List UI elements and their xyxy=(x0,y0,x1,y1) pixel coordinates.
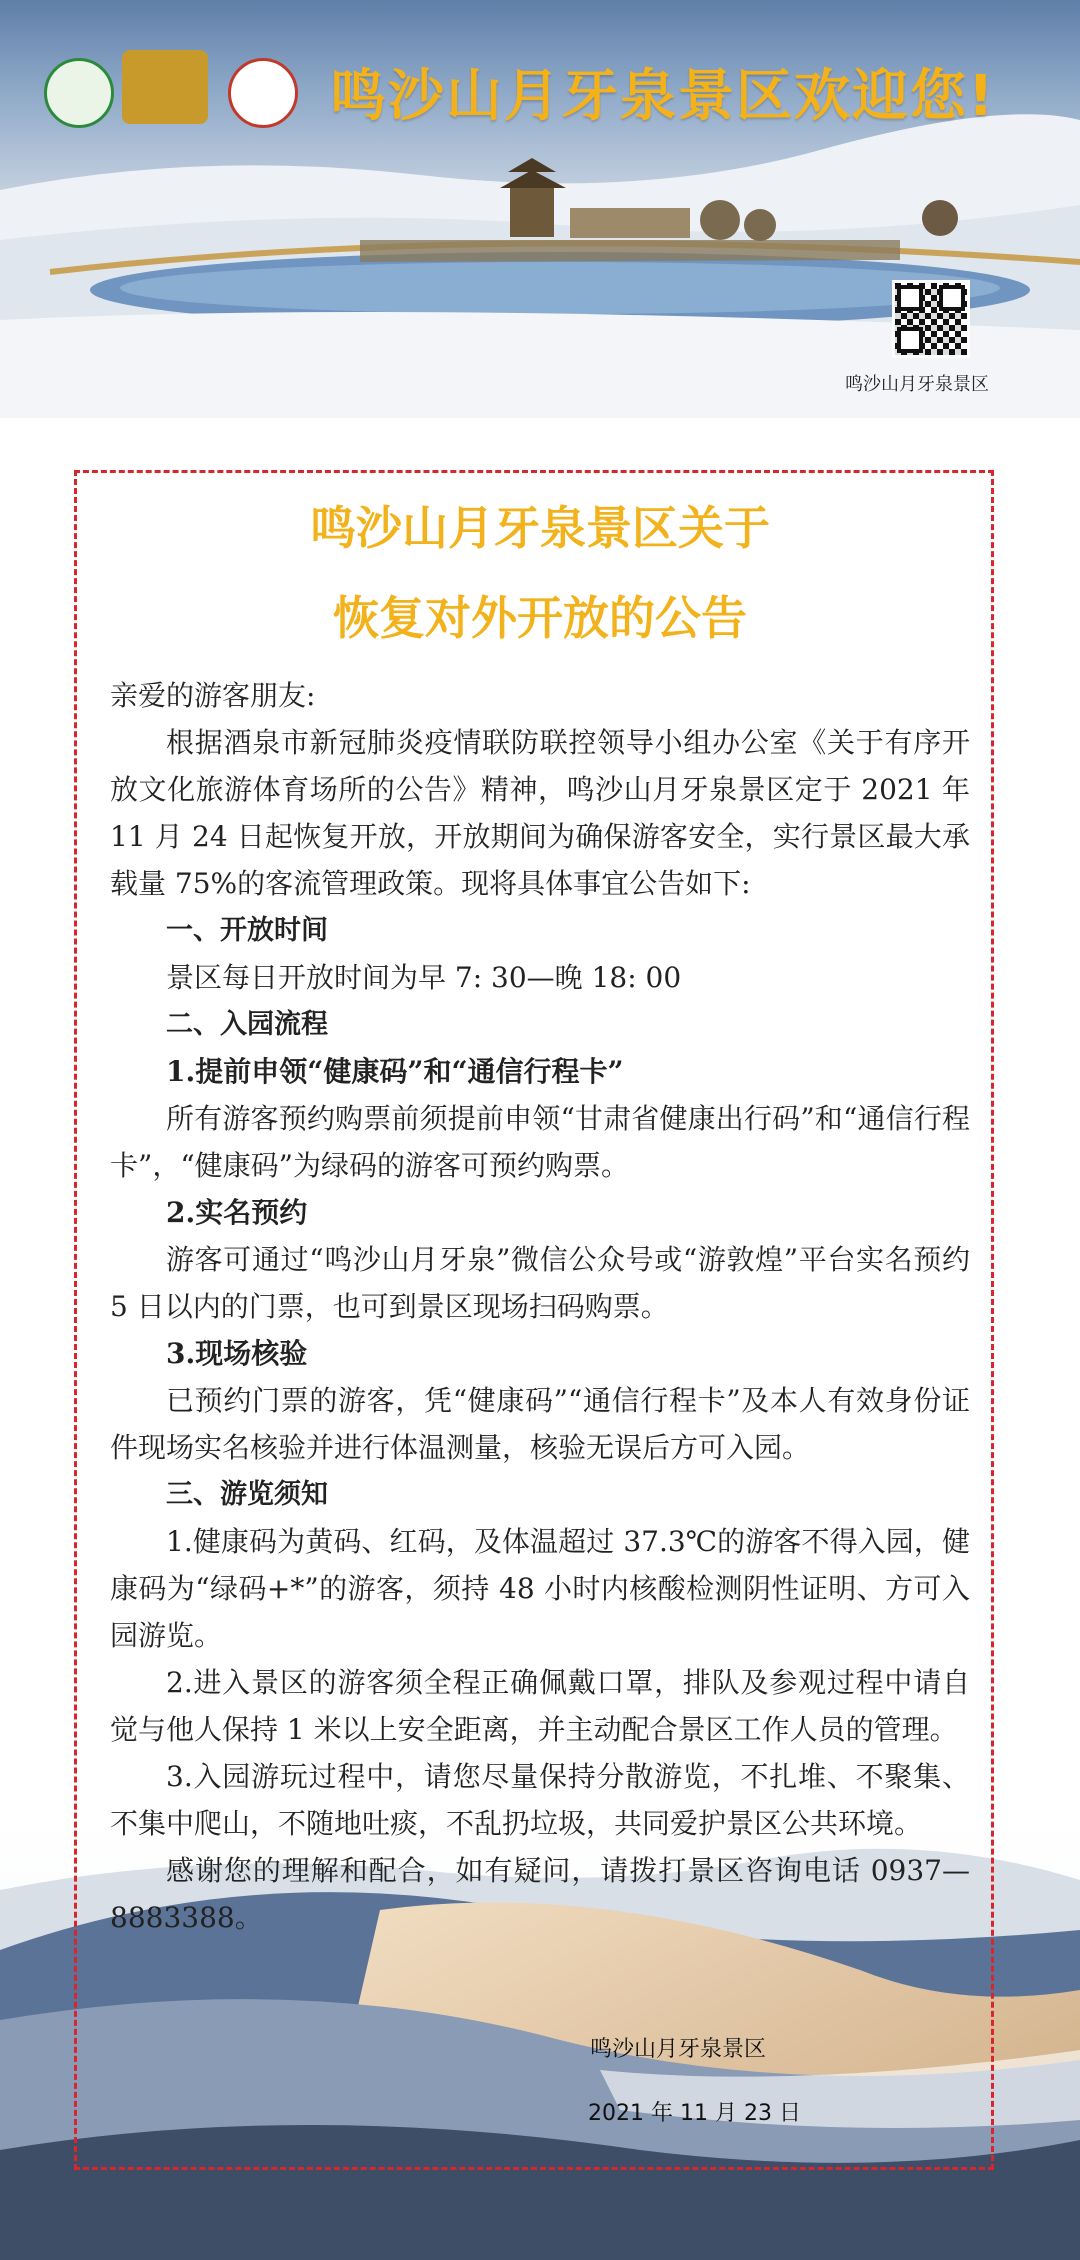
qr-code-icon xyxy=(892,280,970,358)
rule-3: 3.入园游玩过程中，请您尽量保持分散游览，不扎堆、不聚集、不集中爬山，不随地吐痰，不乱扔垃圾，共同爱护景区公共环境。 xyxy=(110,1760,970,1840)
section-visit-rules-title: 三、游览须知 xyxy=(166,1479,328,1510)
greeting: 亲爱的游客朋友: xyxy=(110,679,316,712)
item-real-name-title: 2.实名预约 xyxy=(166,1196,308,1229)
green-seal-logo xyxy=(44,58,114,128)
rule-2: 2.进入景区的游客须全程正确佩戴口罩，排队及参观过程中请自觉与他人保持 1 米以上安全距离，并主动配合景区工作人员的管理。 xyxy=(110,1666,970,1746)
closing-paragraph: 感谢您的理解和配合，如有疑问，请拨打景区咨询电话 0937—8883388。 xyxy=(110,1854,970,1934)
item-health-code-text: 所有游客预约购票前须提前申领“甘肃省健康出行码”和“通信行程卡”，“健康码”为绿码的游客可预约购票。 xyxy=(110,1102,970,1182)
section-open-hours-title: 一、开放时间 xyxy=(166,915,328,946)
item-health-code-title: 1.提前申领“健康码”和“通信行程卡” xyxy=(166,1055,624,1088)
red-circle-logo xyxy=(228,58,298,128)
rule-1: 1.健康码为黄码、红码，及体温超过 37.3℃的游客不得入园，健康码为“绿码+*”的游客，须持 48 小时内核酸检测阴性证明、方可入园游览。 xyxy=(110,1525,970,1652)
item-onsite-check-title: 3.现场核验 xyxy=(166,1337,308,1370)
five-a-badge-logo xyxy=(122,50,208,124)
signature: 鸣沙山月牙泉景区 xyxy=(590,2037,767,2062)
header-banner xyxy=(0,0,1080,418)
intro-paragraph: 根据酒泉市新冠肺炎疫情联防联控领导小组办公室《关于有序开放文化旅游体育场所的公告》精神，鸣沙山月牙泉景区定于 2021 年 11 月 24 日起恢复开放，开放期间为确保游客安全，实行景区最大承载量 75%的客流管理政策。现将具体事宜公告如下: xyxy=(110,726,970,900)
banner-caption: 鸣沙山月牙泉景区 xyxy=(845,374,989,395)
notice-title-line2: 恢复对外开放的公告 xyxy=(333,591,747,645)
notice-title-line1: 鸣沙山月牙泉景区关于 xyxy=(310,501,770,555)
section-entry-process-title: 二、入园流程 xyxy=(166,1009,328,1040)
item-onsite-check-text: 已预约门票的游客，凭“健康码”“通信行程卡”及本人有效身份证件现场实名核验并进行体温测量，核验无误后方可入园。 xyxy=(110,1384,970,1464)
banner-title: 鸣沙山月牙泉景区欢迎您! xyxy=(330,64,996,129)
notice-date: 2021 年 11 月 23 日 xyxy=(588,2101,801,2126)
open-hours-text: 景区每日开放时间为早 7: 30—晚 18: 00 xyxy=(166,961,682,994)
notice-body xyxy=(110,672,970,1941)
item-real-name-text: 游客可通过“鸣沙山月牙泉”微信公众号或“游敦煌”平台实名预约 5 日以内的门票，也可到景区现场扫码购票。 xyxy=(110,1243,970,1323)
